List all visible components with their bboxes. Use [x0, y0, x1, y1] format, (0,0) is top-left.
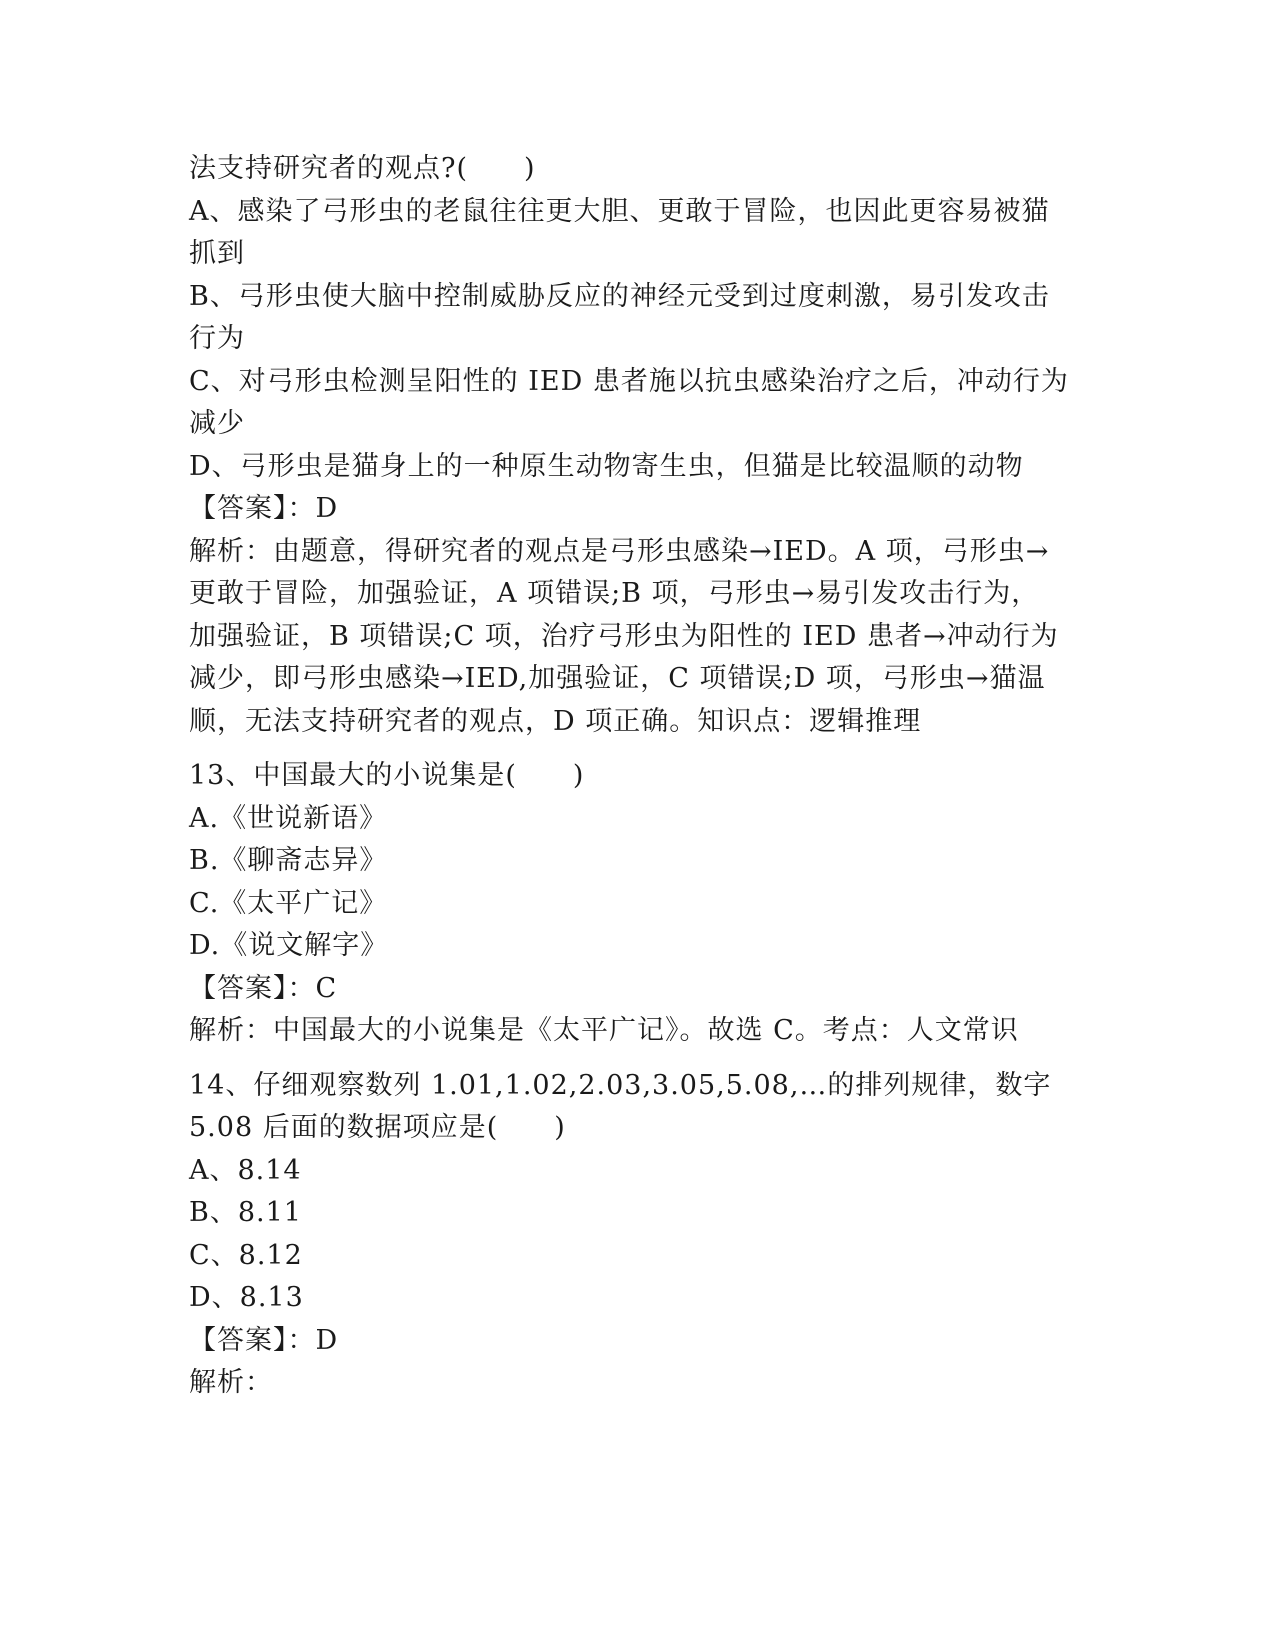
analysis-line: 解析：: [189, 1367, 273, 1398]
option-a: A.《世说新语》: [189, 802, 388, 834]
option-a-continued: 抓到: [189, 238, 245, 269]
analysis-line: 更敢于冒险，加强验证，A 项错误;B 项，弓形虫→易引发攻击行为，: [189, 578, 1040, 609]
option-a: A、感染了弓形虫的老鼠往往更大胆、更敢于冒险，也因此更容易被猫: [189, 195, 1050, 227]
answer-line: 【答案】：D: [189, 493, 339, 524]
option-b-continued: 行为: [189, 323, 245, 354]
option-c: C、8.12: [189, 1239, 303, 1271]
option-c: C、对弓形虫检测呈阳性的 IED 患者施以抗虫感染治疗之后，冲动行为: [189, 365, 1069, 397]
question-stem-continued: 5.08 后面的数据项应是( ): [189, 1112, 566, 1143]
question-spacer: [189, 743, 1089, 755]
answer-line: 【答案】：D: [189, 1324, 339, 1356]
question-stem: 法支持研究者的观点?( ): [189, 153, 536, 184]
option-c-continued: 减少: [189, 408, 245, 439]
option-c: C.《太平广记》: [189, 887, 388, 919]
question-stem: 13、中国最大的小说集是( ): [189, 760, 585, 791]
analysis-line: 减少，即弓形虫感染→IED,加强验证，C 项错误;D 项，弓形虫→猫温: [189, 663, 1046, 694]
analysis-line: 解析：中国最大的小说集是《太平广记》。故选 C。考点：人文常识: [189, 1015, 1019, 1046]
question-14: [189, 1065, 1089, 1405]
document-body: [189, 148, 1089, 1405]
question-12: [189, 148, 1089, 743]
question-spacer: [189, 1053, 1089, 1065]
analysis-line: 顺，无法支持研究者的观点，D 项正确。知识点：逻辑推理: [189, 705, 922, 737]
analysis-line: 解析：由题意，得研究者的观点是弓形虫感染→IED。A 项，弓形虫→: [189, 535, 1050, 567]
question-stem: 14、仔细观察数列 1.01,1.02,2.03,3.05,5.08,…的排列规律，数字: [189, 1069, 1052, 1101]
question-13: [189, 755, 1089, 1053]
option-d: D、8.13: [189, 1282, 304, 1313]
option-b: B、弓形虫使大脑中控制威胁反应的神经元受到过度刺激，易引发攻击: [189, 280, 1050, 312]
answer-line: 【答案】：C: [189, 972, 338, 1004]
option-b: B.《聊斋志异》: [189, 845, 388, 876]
option-d: D、弓形虫是猫身上的一种原生动物寄生虫，但猫是比较温顺的动物: [189, 450, 1024, 482]
option-d: D.《说文解字》: [189, 930, 389, 961]
option-b: B、8.11: [189, 1197, 302, 1228]
option-a: A、8.14: [189, 1154, 302, 1186]
analysis-line: 加强验证，B 项错误;C 项，治疗弓形虫为阳性的 IED 患者→冲动行为: [189, 620, 1059, 652]
